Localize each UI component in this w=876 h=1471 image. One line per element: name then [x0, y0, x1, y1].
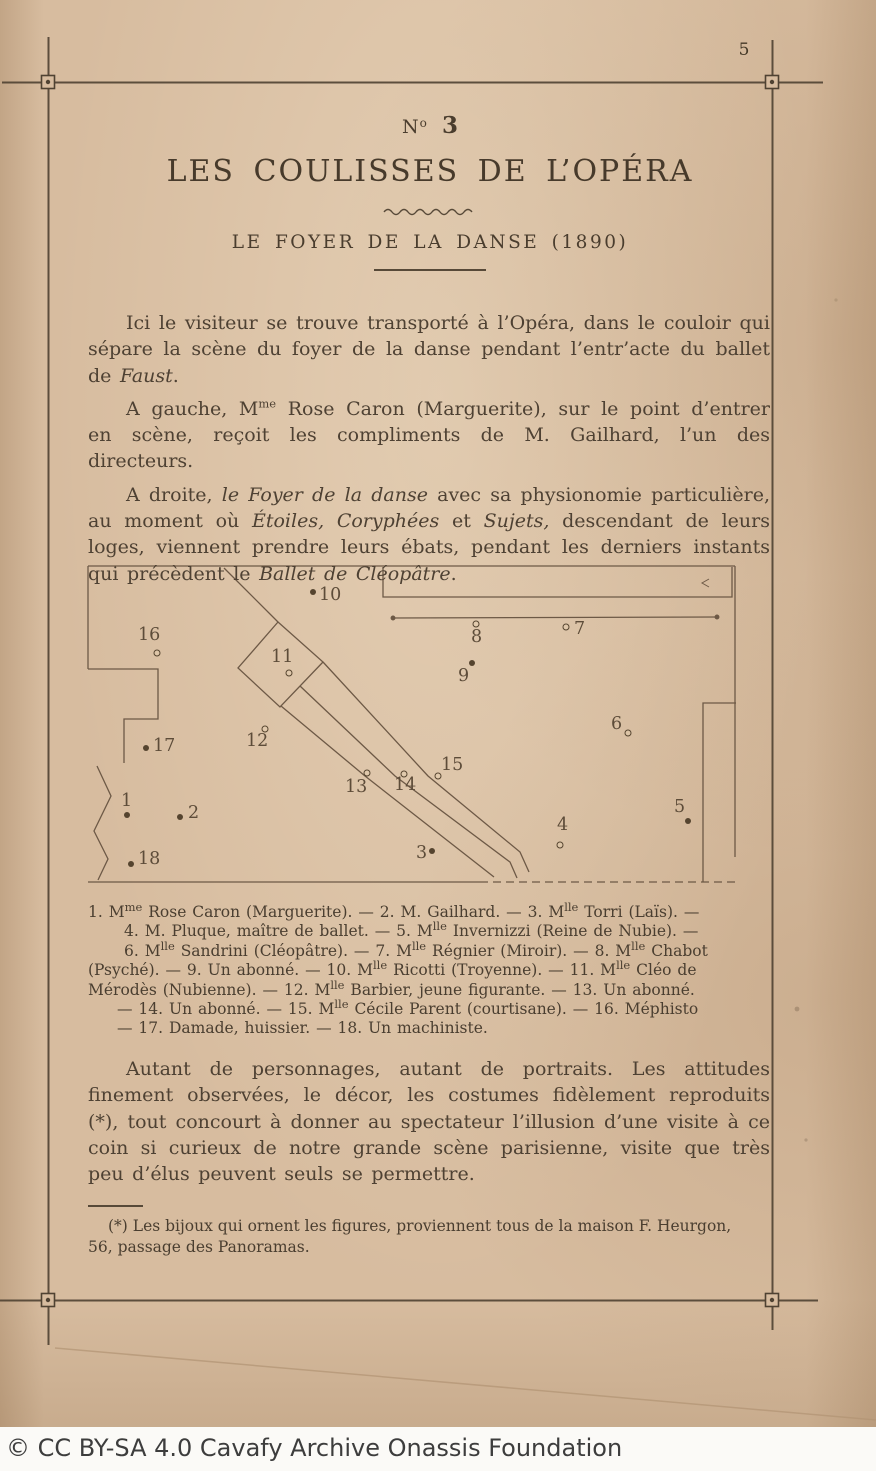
figure-point-dot-15: [435, 773, 442, 780]
figure-point-number-18: 18: [138, 849, 161, 869]
ink-speck: [795, 1007, 800, 1012]
legend-line: (Psyché). — 9. Un abonné. — 10. $M^{lle}$ Ricotti (Troyenne). — 11. $M^{lle}$ Cléo de: [88, 958, 697, 980]
right-bench: [703, 703, 736, 882]
wall-step: [88, 669, 158, 763]
ink-speck: [804, 1138, 807, 1141]
figure-point-dot-13: [364, 770, 371, 777]
legend-line: 4. M. Pluque, maître de ballet. — 5. $M^{lle}$ Invernizzi (Reine de Nubie). —: [124, 919, 699, 941]
wall-zigzag: [94, 766, 111, 880]
floor-plan-sketch: [88, 566, 736, 882]
figure-point-dot-1: [124, 812, 130, 818]
page-title: LES COULISSES DE L’OPÉRA: [166, 154, 694, 189]
barre-end-right: [715, 615, 719, 619]
footnote: [88, 1216, 752, 1257]
figure-point-number-10: 10: [319, 585, 342, 605]
figure-point-dot-3: [429, 848, 435, 854]
figure-point-dot-4: [557, 842, 564, 849]
paragraph: A gauche, $M^{me}$ Rose Caron (Marguerite), sur le point d’entrer en scène, reçoit les compliments de M. Gailhard, l’un des directeurs.: [88, 396, 770, 473]
figure-point-number-4: 4: [557, 815, 569, 835]
figure-point-number-15: 15: [441, 755, 464, 775]
figure-point-dot-6: [625, 730, 632, 737]
barre-end-left: [391, 616, 395, 620]
figure-point-number-8: 8: [471, 627, 483, 647]
paragraph: Ici le visiteur se trouve transporté à l’Opéra, dans le couloir qui sépare la scène du foyer de la danse pendant l’entr’acte du ballet de Faust.: [88, 312, 770, 387]
practice-barre: [392, 617, 718, 618]
figure-point-dot-7: [563, 624, 570, 631]
issue-superscript: o: [419, 116, 428, 130]
figure-point-number-5: 5: [674, 797, 686, 817]
subtitle-rule: [374, 269, 486, 271]
corridor-line-middle: [300, 686, 517, 878]
legend-line: 6. $M^{lle}$ Sandrini (Cléopâtre). — 7. $M^{lle}$ Régnier (Miroir). — 8. $M^{lle}$ Chabot: [124, 938, 708, 960]
legend-line: 1. $M^{me}$ Rose Caron (Marguerite). — 2. M. Gailhard. — 3. $M^{lle}$ Torri (Laïs). —: [88, 899, 700, 921]
wavy-rule: [88, 201, 772, 220]
issue-number-line: [88, 112, 772, 139]
figure-point-dot-5: [685, 818, 691, 824]
figure-point-number-9: 9: [458, 666, 470, 686]
figure-point-dot-8: [473, 621, 480, 628]
figure-point-number-17: 17: [153, 736, 176, 756]
figure-point-dot-2: [177, 814, 183, 820]
figure-point-dot-17: [143, 745, 149, 751]
figure-point-number-16: 16: [138, 625, 161, 645]
paragraph: A droite, le Foyer de la danse avec sa physionomie particulière, au moment où Étoiles, Coryphées et Sujets, descendant de leurs loges, viennent prendre leurs ébats, pendant les derniers instants qui précèdent le Ballet de Cléopâtre.: [88, 483, 770, 585]
title-block: [88, 112, 772, 271]
corridor-line-right: [323, 662, 529, 872]
issue-prefix: N: [402, 116, 420, 138]
page-number: 5: [738, 40, 750, 60]
figure-point-dot-11: [286, 670, 293, 677]
figure-point-number-1: 1: [121, 791, 133, 811]
corridor-line-left: [281, 706, 494, 877]
page-subtitle: LE FOYER DE LA DANSE (1890): [231, 232, 629, 253]
closing-block: [88, 1056, 770, 1194]
figure-point-number-6: 6: [611, 714, 623, 734]
figure-point-number-13: 13: [345, 777, 368, 797]
issue-number: 3: [441, 112, 458, 139]
figure-point-dot-9: [469, 660, 475, 666]
figure-point-number-12: 12: [246, 731, 269, 751]
figure-point-number-14: 14: [394, 775, 417, 795]
figure-point-dot-18: [128, 861, 134, 867]
footnote-rule: [88, 1205, 143, 1207]
closing-paragraph: Autant de personnages, autant de portraits. Les attitudes finement observées, le décor, les costumes fidèlement reproduits (*), tout concourt à donner au spectateur l’illusion d’une visite à ce coin si curieux de notre grande scène parisienne, visite que très peu d’élus peuvent seuls se permettre.: [88, 1058, 770, 1186]
legend-line: — 17. Damade, huissier. — 18. Un machiniste.: [117, 1019, 488, 1038]
ink-speck: [834, 298, 837, 301]
figure-point-dot-12: [262, 726, 269, 733]
figure-point-number-3: 3: [416, 843, 428, 863]
page-crease-line: [55, 1348, 876, 1420]
figure-point-number-11: 11: [271, 647, 294, 667]
figure-point-number-7: 7: [574, 619, 586, 639]
figure-point-number-2: 2: [188, 803, 200, 823]
license-strip: [0, 1427, 876, 1471]
legend-line: — 14. Un abonné. — 15. $M^{lle}$ Cécile Parent (courtisane). — 16. Méphisto: [117, 996, 699, 1019]
footnote-line-2: 56, passage des Panoramas.: [88, 1237, 310, 1256]
figure-legend: [88, 899, 772, 1039]
booth-diamond: [238, 622, 323, 707]
wavy-rule-icon: [382, 207, 478, 216]
license-text: © CC BY-SA 4.0 Cavafy Archive Onassis Foundation: [6, 1434, 623, 1462]
figure-point-dot-16: [154, 650, 161, 657]
legend-line: Mérodès (Nubienne). — 12. $M^{lle}$ Barbier, jeune figurante. — 13. Un abonné.: [88, 977, 695, 999]
figure-point-dot-14: [401, 771, 408, 778]
footnote-line-1: (*) Les bijoux qui ornent les figures, proviennent tous de la maison F. Heurgon,: [108, 1217, 732, 1235]
body-paragraphs: [88, 310, 770, 594]
